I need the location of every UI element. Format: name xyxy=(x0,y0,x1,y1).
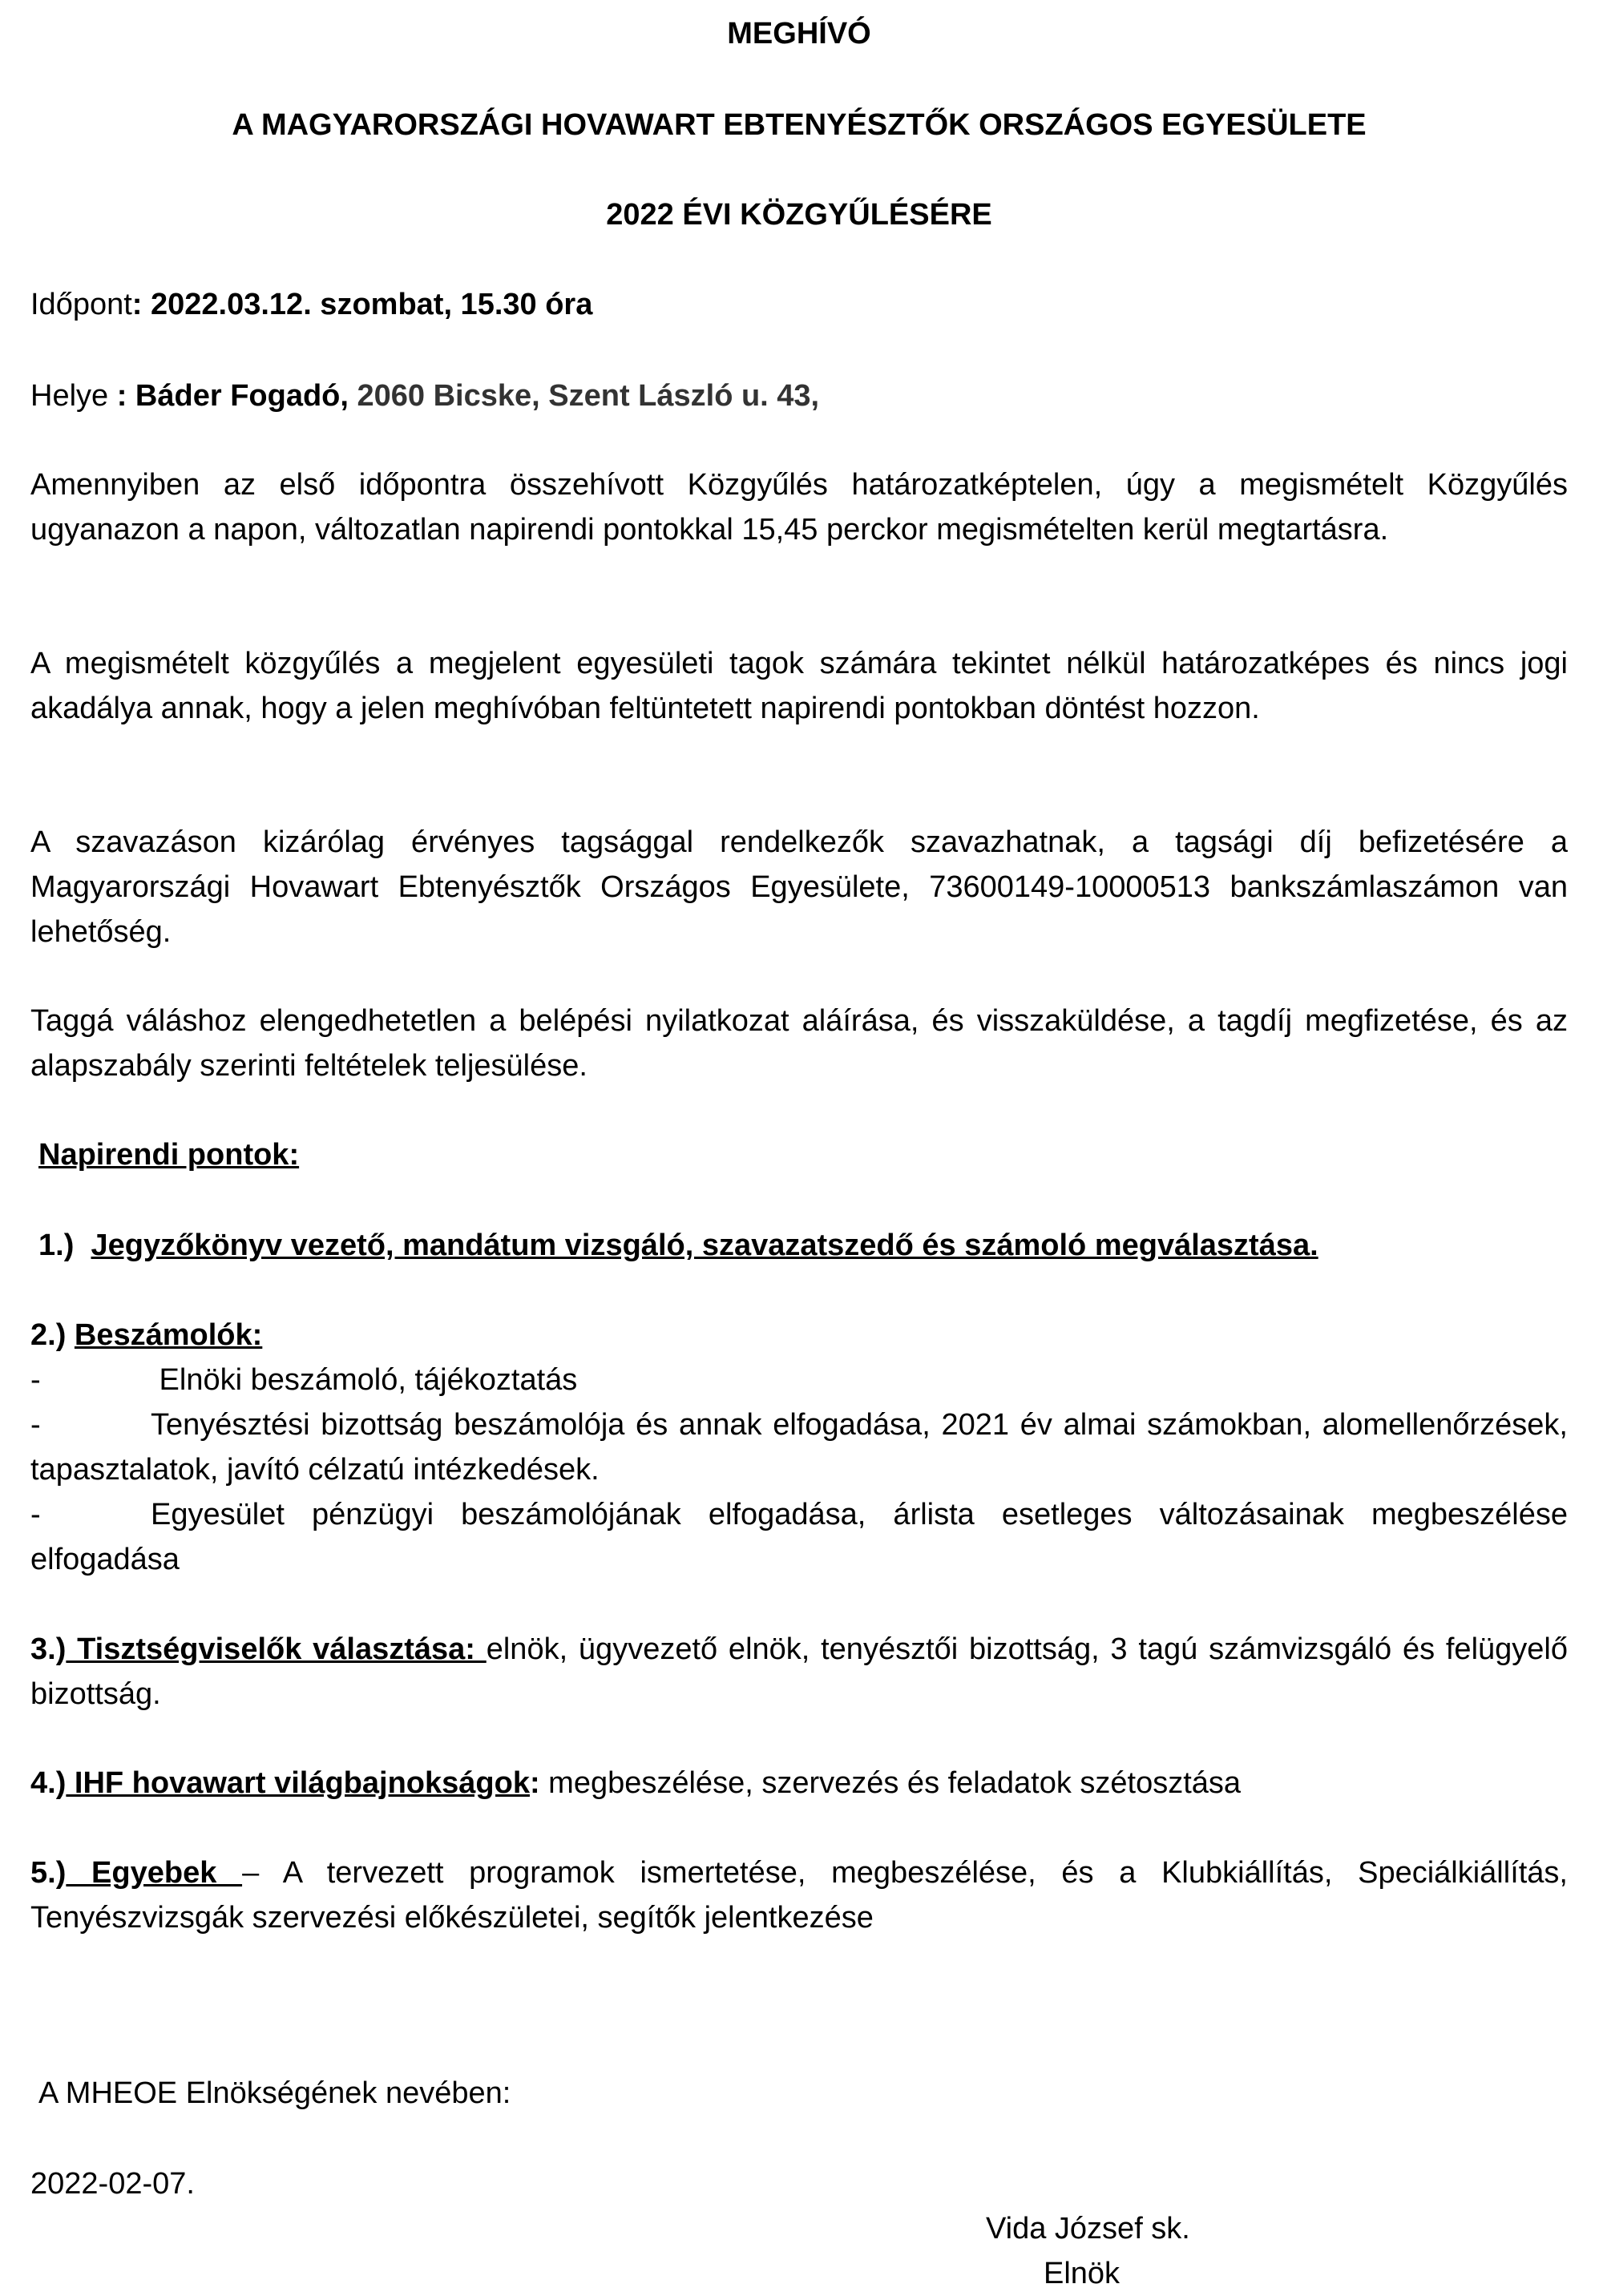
meeting-time-label: Időpont xyxy=(30,288,132,321)
meeting-place-venue: : Báder Fogadó, xyxy=(116,379,349,413)
bullet-dash: - xyxy=(30,1498,41,1531)
agenda-item-2 xyxy=(30,1313,1568,1358)
bullet-dash: - xyxy=(30,1363,41,1397)
agenda-item-4 xyxy=(30,1761,1568,1806)
agenda-item-5-text: – A tervezett programok ismertetése, megbeszélése, és a Klubkiállítás, Speciálkiállítás, Tenyészvizsgák szervezési előkészületei, segítők jelentkezése xyxy=(30,1856,1568,1935)
agenda-item-2-bullet-3 xyxy=(30,1492,1568,1582)
paragraph-membership: Taggá váláshoz elengedhetetlen a belépési nyilatkozat aláírása, és visszaküldése, a tagdíj megfizetése, és az alapszabály szerinti feltételek teljesülése. xyxy=(30,1004,1568,1083)
paragraph-voting: A szavazáson kizárólag érvényes tagsággal rendelkezők szavazhatnak, a tagsági díj befizetésére a Magyarországi Hovawart Ebtenyésztők Országos Egyesülete, 73600149-10000513 bankszámlaszámon van lehetőség. xyxy=(30,825,1568,949)
agenda-item-2-number: 2.) xyxy=(30,1318,75,1352)
bullet-dash: - xyxy=(30,1408,41,1442)
agenda-heading xyxy=(38,1132,1576,1177)
agenda-item-4-colon: : xyxy=(529,1766,540,1800)
meeting-place xyxy=(30,373,1568,418)
agenda-heading-text: Napirendi pontok: xyxy=(38,1138,300,1172)
agenda-item-2-title: Beszámolók: xyxy=(74,1318,263,1352)
paragraph-repeat-meeting: Amennyiben az első időpontra összehívott Közgyűlés határozatképtelen, úgy a megismételt Közgyűlés ugyanazon a napon, változatlan napirendi pontokkal 15,45 perckor megismételten kerül megtartásra. xyxy=(30,468,1568,547)
meeting-time-value: : 2022.03.12. szombat, 15.30 óra xyxy=(131,288,593,321)
on-behalf-line: A MHEOE Elnökségének nevében: xyxy=(38,2076,511,2110)
meeting-place-address: 2060 Bicske, Szent László u. 43, xyxy=(348,379,820,413)
meeting-time xyxy=(30,282,1568,327)
signature-role: Elnök xyxy=(1044,2257,1121,2290)
agenda-item-1-title: Jegyzőkönyv vezető, mandátum vizsgáló, szavazatszedő és számoló megválasztása. xyxy=(91,1229,1318,1262)
bullet-text: Elnöki beszámoló, tájékoztatás xyxy=(151,1363,578,1397)
agenda-item-1 xyxy=(38,1223,1576,1268)
agenda-item-3-text: elnök, ügyvezető elnök, tenyésztői bizottság, 3 tagú számvizsgáló és felügyelő bizottság. xyxy=(30,1632,1568,1711)
agenda-item-5-number: 5.) xyxy=(30,1856,67,1890)
agenda-item-5 xyxy=(30,1850,1568,1940)
agenda-item-4-number: 4.) xyxy=(30,1766,67,1800)
meeting-place-label: Helye xyxy=(30,379,117,413)
agenda-item-2-bullet-1 xyxy=(30,1358,1568,1402)
agenda-item-3-number: 3.) xyxy=(30,1632,67,1666)
agenda-item-2-bullet-2 xyxy=(30,1402,1568,1492)
signature-name: Vida József sk. xyxy=(986,2212,1190,2246)
agenda-item-1-number: 1.) xyxy=(38,1229,75,1262)
agenda-item-4-title: IHF hovawart világbajnokságok xyxy=(66,1766,530,1800)
paragraph-quorum: A megismételt közgyűlés a megjelent egyesületi tagok számára tekintet nélkül határozatképes és nincs jogi akadálya annak, hogy a jelen meghívóban feltüntetett napirendi pontokban döntést hozzon. xyxy=(30,647,1568,725)
agenda-item-3-title: Tisztségviselők választása: xyxy=(66,1632,487,1666)
agenda-item-4-text: megbeszélése, szervezés és feladatok szétosztása xyxy=(539,1766,1242,1800)
document-title: MEGHÍVÓ xyxy=(727,17,871,50)
agenda-item-5-title: Egyebek xyxy=(66,1856,243,1890)
bullet-text: Egyesület pénzügyi beszámolójának elfogadása, árlista esetleges változásainak megbeszélése elfogadása xyxy=(30,1498,1568,1576)
agenda-item-3 xyxy=(30,1627,1568,1717)
document-subtitle: 2022 ÉVI KÖZGYŰLÉSÉRE xyxy=(606,198,992,232)
organization-name: A MAGYARORSZÁGI HOVAWART EBTENYÉSZTŐK ORSZÁGOS EGYESÜLETE xyxy=(232,108,1367,142)
document-date: 2022-02-07. xyxy=(30,2167,195,2201)
bullet-text: Tenyésztési bizottság beszámolója és annak elfogadása, 2021 év almai számokban, alomellenőrzések, tapasztalatok, javító célzatú intézkedések. xyxy=(30,1408,1568,1487)
